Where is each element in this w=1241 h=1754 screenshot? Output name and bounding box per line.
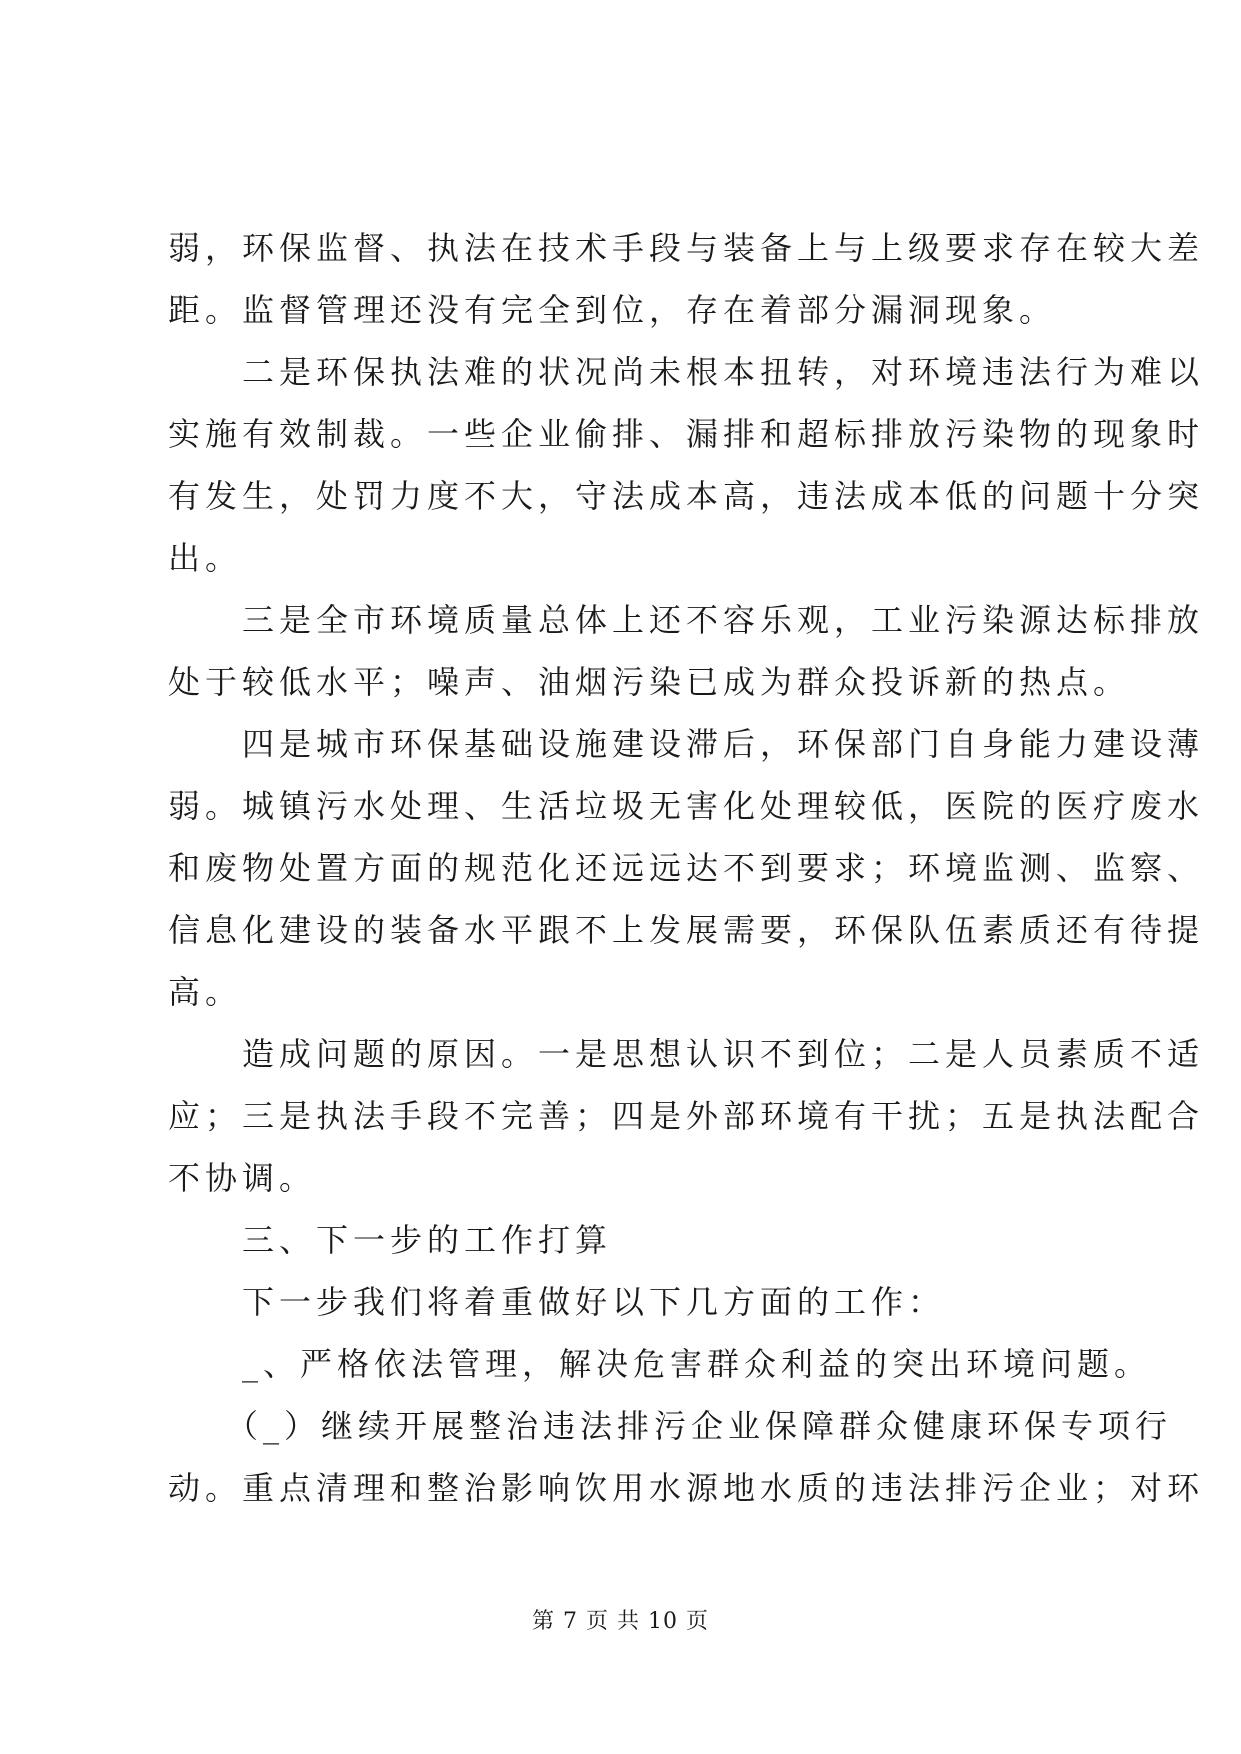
- text-line: 高。: [168, 973, 243, 1011]
- text-line: 和废物处置方面的规范化还远远达不到要求；环境监测、监察、: [168, 849, 1205, 887]
- text-line: 应；三是执法手段不完善；四是外部环境有干扰；五是执法配合: [168, 1097, 1205, 1135]
- text-line: 造成问题的原因。一是思想认识不到位；二是人员素质不适: [168, 1035, 1205, 1073]
- page-footer: [0, 1608, 1241, 1636]
- text-line: 处于较低水平；噪声、油烟污染已成为群众投诉新的热点。: [168, 663, 1131, 701]
- text-line: _、严格依法管理，解决危害群众利益的突出环境问题。: [168, 1345, 1152, 1383]
- text-line: 弱，环保监督、执法在技术手段与装备上与上级要求存在较大差: [168, 229, 1205, 267]
- text-line: 弱。城镇污水处理、生活垃圾无害化处理较低，医院的医疗废水: [168, 787, 1205, 825]
- text-line: 实施有效制裁。一些企业偷排、漏排和超标排放污染物的现象时: [168, 415, 1205, 453]
- text-line: 二是环保执法难的状况尚未根本扭转，对环境违法行为难以: [168, 353, 1205, 391]
- text-line: 出。: [168, 539, 243, 577]
- text-line: 信息化建设的装备水平跟不上发展需要，环保队伍素质还有待提: [168, 911, 1205, 949]
- page-number-label: 第 7 页 共 10 页: [532, 1609, 709, 1634]
- text-line: 三、下一步的工作打算: [168, 1221, 613, 1259]
- text-line: 下一步我们将着重做好以下几方面的工作：: [168, 1283, 946, 1321]
- text-line: 距。监督管理还没有完全到位，存在着部分漏洞现象。: [168, 291, 1057, 329]
- text-line: （_）继续开展整治违法排污企业保障群众健康环保专项行: [168, 1407, 1173, 1445]
- text-line: 不协调。: [168, 1159, 317, 1197]
- text-line: 有发生，处罚力度不大，守法成本高，违法成本低的问题十分突: [168, 477, 1205, 515]
- text-line: 四是城市环保基础设施建设滞后，环保部门自身能力建设薄: [168, 725, 1205, 763]
- text-line: 动。重点清理和整治影响饮用水源地水质的违法排污企业；对环: [168, 1469, 1205, 1507]
- text-line: 三是全市环境质量总体上还不容乐观，工业污染源达标排放: [168, 601, 1205, 639]
